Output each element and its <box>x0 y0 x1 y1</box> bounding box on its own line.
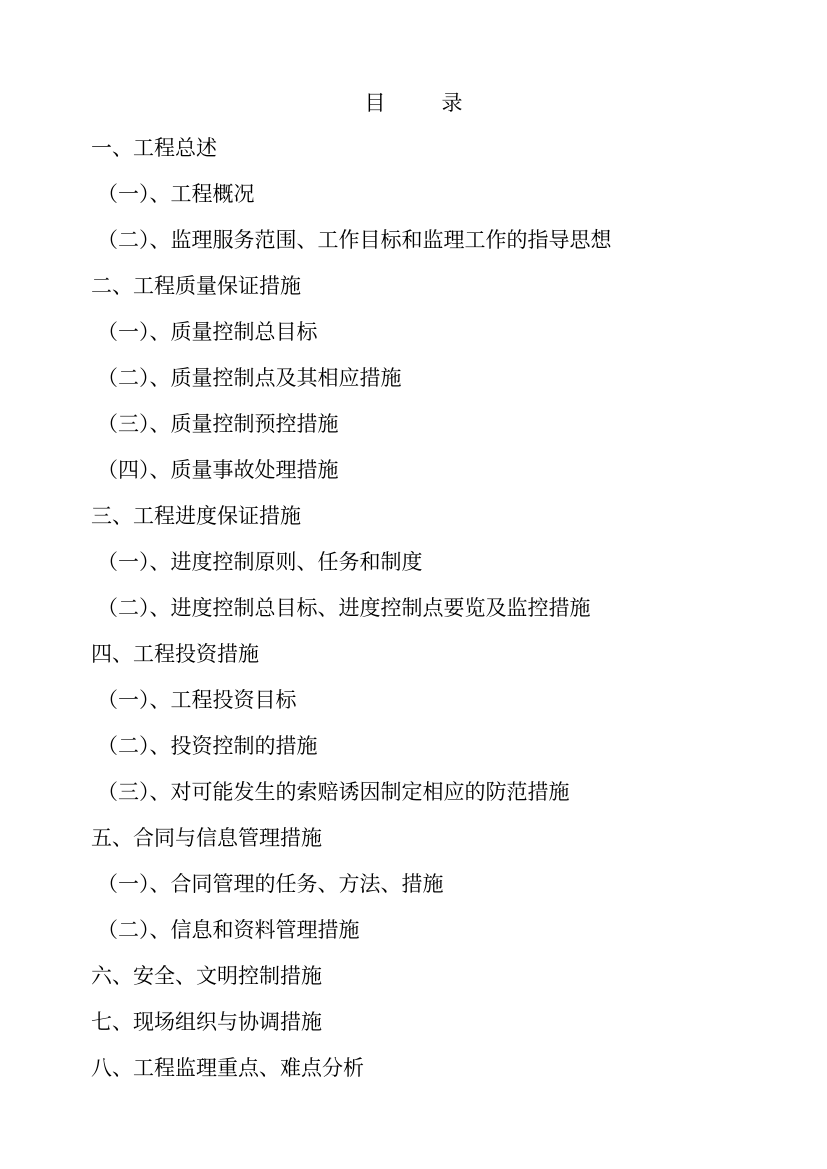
toc-section-heading: 五、合同与信息管理措施 <box>91 826 322 850</box>
toc-subsection-entry: （二）、进度控制总目标、进度控制点要览及监控措施 <box>97 596 591 620</box>
toc-section-heading: 七、现场组织与协调措施 <box>91 1010 322 1034</box>
toc-subsection-entry: （二）、信息和资料管理措施 <box>97 918 360 942</box>
toc-section-heading: 六、安全、文明控制措施 <box>91 964 322 988</box>
toc-title-right: 录 <box>441 91 463 115</box>
toc-subsection-entry: （四）、质量事故处理措施 <box>97 458 339 482</box>
toc-subsection-entry: （一）、工程概况 <box>97 182 255 206</box>
toc-title-left: 目 <box>364 91 386 115</box>
toc-subsection-entry: （一）、合同管理的任务、方法、措施 <box>97 872 444 896</box>
table-of-contents <box>91 133 791 1099</box>
toc-subsection-entry: （三）、质量控制预控措施 <box>97 412 339 436</box>
toc-section-heading: 一、工程总述 <box>91 136 217 160</box>
toc-subsection-entry: （二）、质量控制点及其相应措施 <box>97 366 402 390</box>
toc-subsection-entry: （一）、质量控制总目标 <box>97 320 318 344</box>
toc-section-heading: 四、工程投资措施 <box>91 642 259 666</box>
toc-title <box>0 88 827 118</box>
toc-subsection-entry: （三）、对可能发生的索赔诱因制定相应的防范措施 <box>97 780 570 804</box>
toc-subsection-entry: （二）、监理服务范围、工作目标和监理工作的指导思想 <box>97 228 612 252</box>
toc-section-heading: 二、工程质量保证措施 <box>91 274 301 298</box>
toc-section-heading: 八、工程监理重点、难点分析 <box>91 1056 364 1080</box>
toc-subsection-entry: （二）、投资控制的措施 <box>97 734 318 758</box>
toc-section-heading: 三、工程进度保证措施 <box>91 504 301 528</box>
toc-subsection-entry: （一）、工程投资目标 <box>97 688 297 712</box>
toc-subsection-entry: （一）、进度控制原则、任务和制度 <box>97 550 423 574</box>
